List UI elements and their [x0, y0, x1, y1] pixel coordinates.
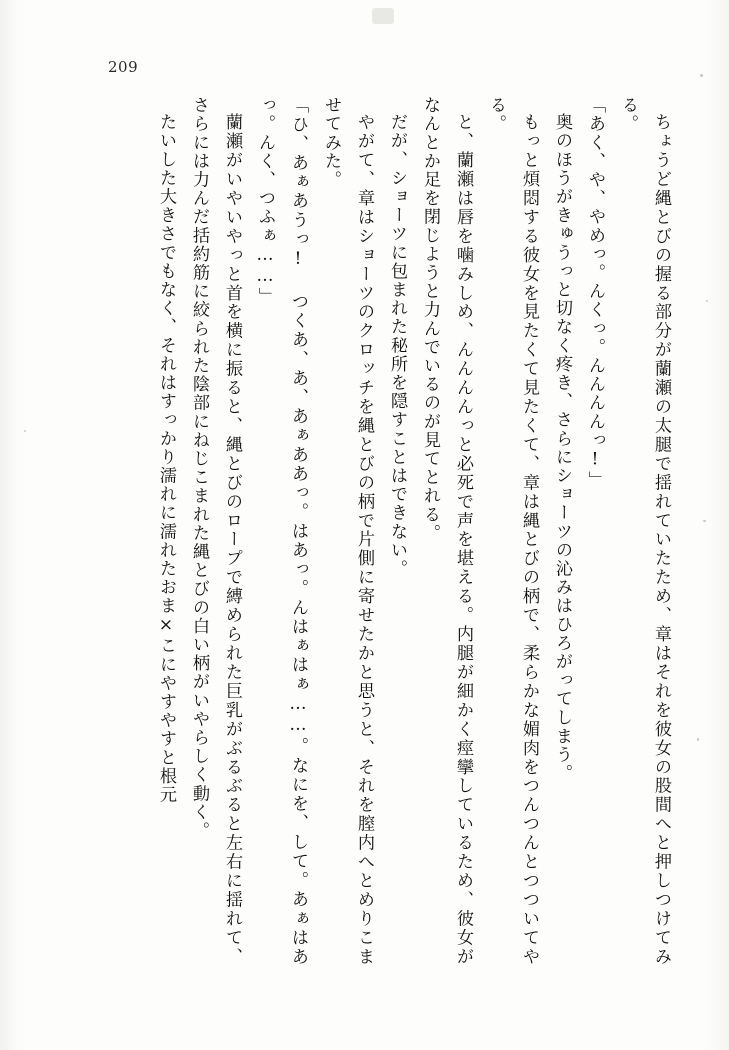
page-number: 209	[108, 58, 139, 76]
scan-speck	[24, 430, 26, 432]
paragraph: だが、ショーツに包まれた秘所を隠すことはできない。	[387, 113, 407, 579]
paragraph: 「ひ、あぁあうっ! つくあ、あ、あぁああっ。はあっ。んはぁはぁ……。なにを、して。あぁはあっ。んく、つふぁ……」	[255, 96, 308, 966]
page-edge-shadow-left	[0, 0, 26, 1050]
paragraph: たいした大きさでもなく、それはすっかり濡れに濡れたおま×こにやすやすと根元	[156, 113, 176, 805]
paragraph: もっと煩悶する彼女を見たくて見たくて、章は縄とびの柄で、柔らかな媚肉をつんつんとつついてやる。	[486, 96, 539, 966]
scan-artifact-mark	[372, 8, 394, 24]
paragraph: 蘭瀬がいやいやっと首を横に振ると、縄とびのロープで縛められた巨乳がぶるぶると左右に揺れて、さらには力んだ括約筋に絞られた陰部にねじこまれた縄とびの白い柄がいやらしく動く。	[189, 96, 242, 966]
page-edge-shadow-right	[707, 0, 729, 1050]
paragraph: 奥のほうがきゅうっと切なく疼き、さらにショーツの沁みはひろがってしまう。	[552, 113, 572, 783]
scan-speck	[706, 300, 708, 302]
paragraph: 「あく、や、やめっ。んくっ。んんんんっ!」	[585, 96, 605, 490]
scan-speck	[700, 74, 703, 77]
paragraph: やがて、章はショーツのクロッチを縄とびの柄で片側に寄せたかと思うと、それを膣内へとめりこませてみた。	[321, 96, 374, 966]
paragraph: ちょうど縄とびの握る部分が蘭瀬の太腿で揺れていたため、章はそれを彼女の股間へと押しつけてみる。	[618, 96, 671, 966]
body-text	[57, 96, 677, 966]
paragraph: と、蘭瀬は唇を噛みしめ、んんんんっと必死で声を堪える。内腿が細かく痙攣しているため、彼女がなんとか足を閉じようと力んでいるのが見てとれる。	[420, 96, 473, 966]
scan-speck	[697, 738, 699, 741]
scan-speck	[703, 520, 706, 522]
